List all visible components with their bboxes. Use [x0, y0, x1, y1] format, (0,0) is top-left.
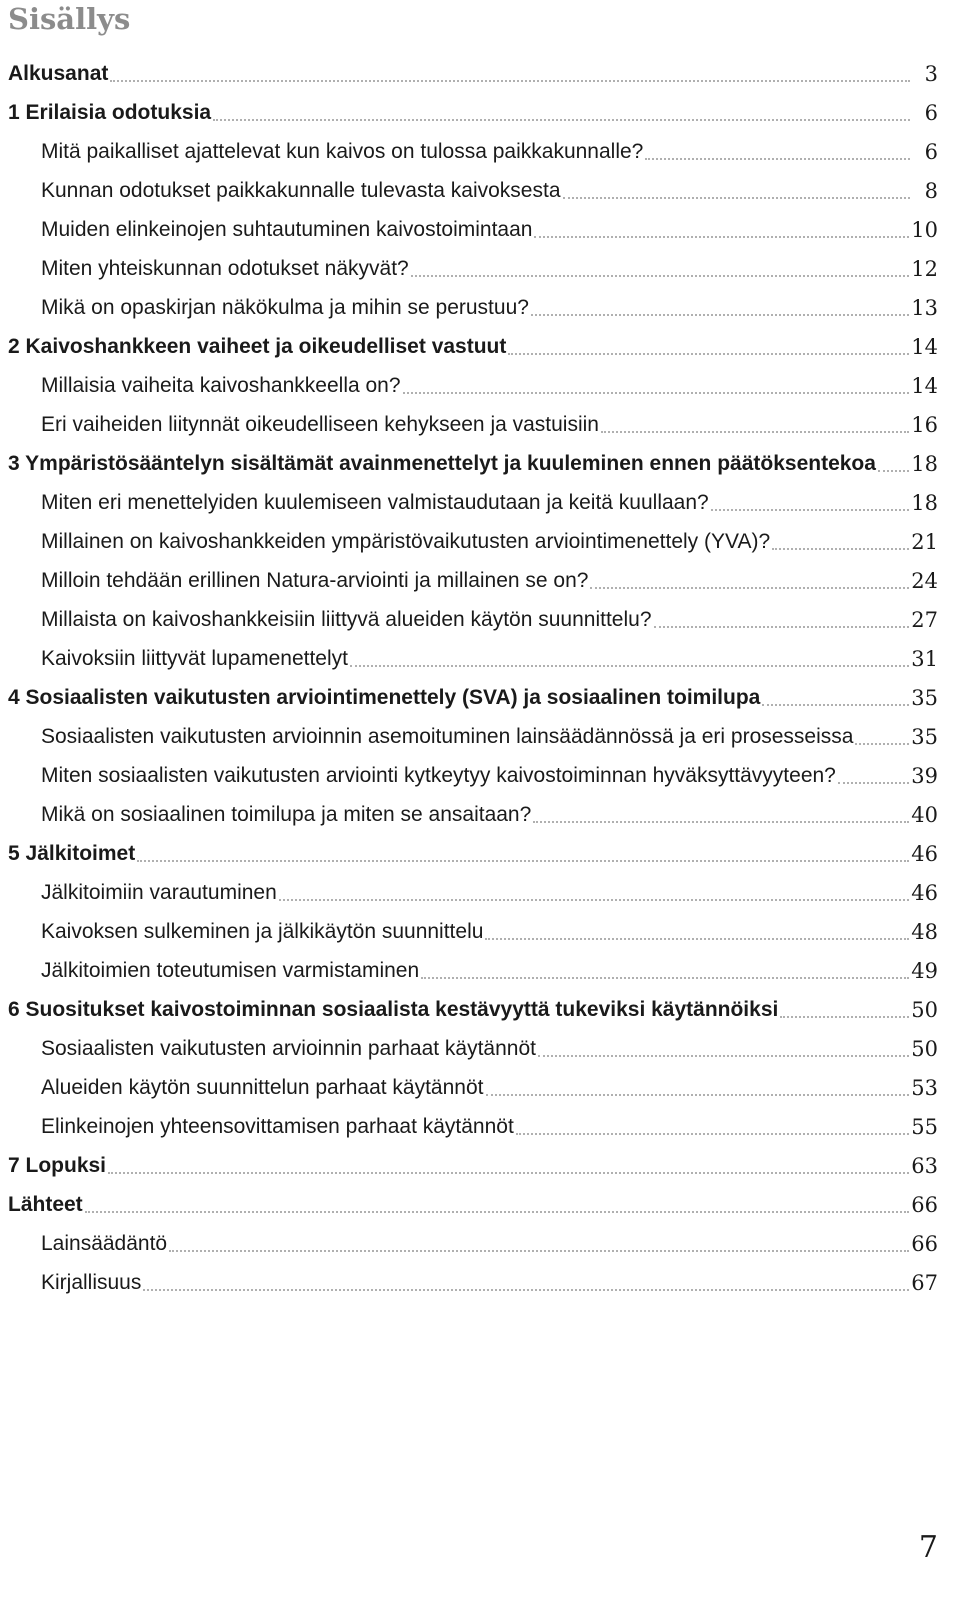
dot-leader	[538, 1055, 909, 1057]
toc-entry-label: Sosiaalisten vaikutusten arvioinnin asemoituminen lainsäädännössä ja eri prosesseissa	[41, 724, 854, 748]
toc-entry-page: 6	[924, 100, 938, 125]
toc-entry-page: 49	[911, 958, 938, 983]
toc-entry-page: 35	[911, 685, 938, 710]
toc-entry-page: 67	[911, 1270, 938, 1295]
toc-section[interactable]	[0, 873, 960, 912]
toc-entry-label: Kaivoksen sulkeminen ja jälkikäytön suunnittelu	[41, 919, 484, 943]
toc-chapter[interactable]	[0, 678, 960, 717]
toc-entry-page: 10	[911, 217, 938, 242]
toc-entry-page: 63	[911, 1153, 938, 1178]
dot-leader	[531, 314, 909, 316]
toc-entry-label: Miten yhteiskunnan odotukset näkyvät?	[41, 256, 409, 280]
toc-entry-label: Jälkitoimiin varautuminen	[41, 880, 277, 904]
toc-section[interactable]	[0, 1263, 960, 1302]
toc-entry-page: 24	[911, 568, 938, 593]
toc-chapter[interactable]	[0, 834, 960, 873]
dot-leader	[108, 1172, 909, 1174]
toc-section[interactable]	[0, 600, 960, 639]
toc-section[interactable]	[0, 561, 960, 600]
toc-entry-page: 66	[911, 1231, 938, 1256]
dot-leader	[534, 236, 909, 238]
toc-entry-label: 4 Sosiaalisten vaikutusten arviointimenettely (SVA) ja sosiaalinen toimilupa	[8, 685, 761, 709]
toc-section[interactable]	[0, 639, 960, 678]
toc-section[interactable]	[0, 171, 960, 210]
toc-chapter[interactable]	[0, 1146, 960, 1185]
dot-leader	[169, 1250, 909, 1252]
toc-entry-label: Millainen on kaivoshankkeiden ympäristövaikutusten arviointimenettely (YVA)?	[41, 529, 771, 553]
toc-entry-label: Lainsäädäntö	[41, 1231, 168, 1255]
toc-entry-label: 2 Kaivoshankkeen vaiheet ja oikeudelliset vastuut	[8, 334, 507, 358]
dot-leader	[711, 509, 910, 511]
toc-chapter[interactable]	[0, 327, 960, 366]
toc-entry-label: Alueiden käytön suunnittelun parhaat käytännöt	[41, 1075, 484, 1099]
toc-entry-page: 46	[911, 880, 938, 905]
dot-leader	[213, 119, 910, 121]
dot-leader	[855, 743, 909, 745]
toc-section[interactable]	[0, 1068, 960, 1107]
toc-entry-page: 66	[911, 1192, 938, 1217]
dot-leader	[143, 1289, 909, 1291]
toc-entry-label: Jälkitoimien toteutumisen varmistaminen	[41, 958, 420, 982]
dot-leader	[486, 1094, 910, 1096]
toc-entry-label: 5 Jälkitoimet	[8, 841, 136, 865]
toc-entry-label: Lähteet	[8, 1192, 83, 1216]
toc-entry-page: 48	[911, 919, 938, 944]
dot-leader	[654, 626, 910, 628]
dot-leader	[601, 431, 909, 433]
toc-entry-label: 6 Suositukset kaivostoiminnan sosiaalista kestävyyttä tukeviksi käytännöiksi	[8, 997, 779, 1021]
dot-leader	[85, 1211, 910, 1213]
toc-entry-label: Millaisia vaiheita kaivoshankkeella on?	[41, 373, 401, 397]
table-of-contents	[0, 54, 960, 1302]
toc-entry-page: 18	[911, 451, 938, 476]
toc-entry-page: 46	[911, 841, 938, 866]
toc-entry-page: 53	[911, 1075, 938, 1100]
toc-entry-label: Muiden elinkeinojen suhtautuminen kaivostoimintaan	[41, 217, 533, 241]
toc-entry-page: 50	[911, 1036, 938, 1061]
dot-leader	[780, 1016, 909, 1018]
dot-leader	[772, 548, 909, 550]
toc-entry-label: Kirjallisuus	[41, 1270, 142, 1294]
toc-entry-label: Mikä on opaskirjan näkökulma ja mihin se perustuu?	[41, 295, 529, 319]
toc-entry-label: 7 Lopuksi	[8, 1153, 107, 1177]
dot-leader	[563, 197, 910, 199]
dot-leader	[838, 782, 909, 784]
toc-section[interactable]	[0, 1107, 960, 1146]
toc-entry-label: Miten eri menettelyiden kuulemiseen valmistaudutaan ja keitä kuullaan?	[41, 490, 709, 514]
toc-section[interactable]	[0, 1029, 960, 1068]
toc-entry-page: 12	[911, 256, 938, 281]
toc-chapter[interactable]	[0, 444, 960, 483]
page-number: 7	[918, 1530, 938, 1565]
toc-section[interactable]	[0, 912, 960, 951]
toc-chapter[interactable]	[0, 1185, 960, 1224]
toc-entry-page: 18	[911, 490, 938, 515]
toc-entry-page: 16	[911, 412, 938, 437]
toc-chapter[interactable]	[0, 990, 960, 1029]
toc-entry-page: 13	[911, 295, 938, 320]
toc-entry-page: 35	[911, 724, 938, 749]
toc-entry-label: Miten sosiaalisten vaikutusten arviointi kytkeytyy kaivostoiminnan hyväksyttävyyteen?	[41, 763, 836, 787]
dot-leader	[137, 860, 909, 862]
toc-chapter[interactable]	[0, 54, 960, 93]
dot-leader	[350, 665, 909, 667]
toc-entry-label: Millaista on kaivoshankkeisiin liittyvä alueiden käytön suunnittelu?	[41, 607, 652, 631]
page-title: Sisällys	[8, 2, 131, 36]
dot-leader	[645, 158, 910, 160]
toc-chapter[interactable]	[0, 93, 960, 132]
toc-entry-page: 39	[911, 763, 938, 788]
toc-entry-page: 3	[924, 61, 938, 86]
dot-leader	[533, 821, 909, 823]
toc-section[interactable]	[0, 717, 960, 756]
toc-section[interactable]	[0, 756, 960, 795]
dot-leader	[762, 704, 909, 706]
toc-section[interactable]	[0, 795, 960, 834]
dot-leader	[411, 275, 910, 277]
toc-entry-label: Alkusanat	[8, 61, 109, 85]
toc-entry-page: 27	[911, 607, 938, 632]
toc-entry-page: 31	[911, 646, 938, 671]
toc-entry-label: Eri vaiheiden liitynnät oikeudelliseen kehykseen ja vastuisiin	[41, 412, 599, 436]
toc-section[interactable]	[0, 1224, 960, 1263]
toc-section[interactable]	[0, 366, 960, 405]
dot-leader	[878, 470, 909, 472]
dot-leader	[485, 938, 909, 940]
toc-section[interactable]	[0, 132, 960, 171]
dot-leader	[421, 977, 909, 979]
toc-entry-label: Mikä on sosiaalinen toimilupa ja miten se ansaitaan?	[41, 802, 532, 826]
dot-leader	[508, 353, 909, 355]
toc-section[interactable]	[0, 951, 960, 990]
toc-entry-label: Elinkeinojen yhteensovittamisen parhaat käytännöt	[41, 1114, 514, 1138]
toc-entry-label: Kaivoksiin liittyvät lupamenettelyt	[41, 646, 348, 670]
toc-entry-label: Kunnan odotukset paikkakunnalle tulevasta kaivoksesta	[41, 178, 561, 202]
toc-section[interactable]	[0, 288, 960, 327]
toc-entry-page: 40	[911, 802, 938, 827]
toc-entry-label: Milloin tehdään erillinen Natura-arviointi ja millainen se on?	[41, 568, 589, 592]
toc-section[interactable]	[0, 483, 960, 522]
toc-section[interactable]	[0, 405, 960, 444]
toc-entry-page: 14	[911, 334, 938, 359]
dot-leader	[590, 587, 909, 589]
toc-entry-page: 14	[911, 373, 938, 398]
toc-entry-page: 6	[924, 139, 938, 164]
dot-leader	[516, 1133, 909, 1135]
toc-section[interactable]	[0, 210, 960, 249]
toc-entry-page: 55	[911, 1114, 938, 1139]
toc-entry-page: 8	[924, 178, 938, 203]
toc-entry-label: 1 Erilaisia odotuksia	[8, 100, 212, 124]
toc-section[interactable]	[0, 522, 960, 561]
toc-entry-label: 3 Ympäristösääntelyn sisältämät avainmenettelyt ja kuuleminen ennen päätöksentekoa	[8, 451, 876, 475]
toc-section[interactable]	[0, 249, 960, 288]
toc-entry-label: Mitä paikalliset ajattelevat kun kaivos on tulossa paikkakunnalle?	[41, 139, 644, 163]
toc-entry-label: Sosiaalisten vaikutusten arvioinnin parhaat käytännöt	[41, 1036, 536, 1060]
dot-leader	[279, 899, 909, 901]
dot-leader	[403, 392, 910, 394]
toc-entry-page: 21	[911, 529, 938, 554]
dot-leader	[110, 80, 910, 82]
toc-entry-page: 50	[911, 997, 938, 1022]
